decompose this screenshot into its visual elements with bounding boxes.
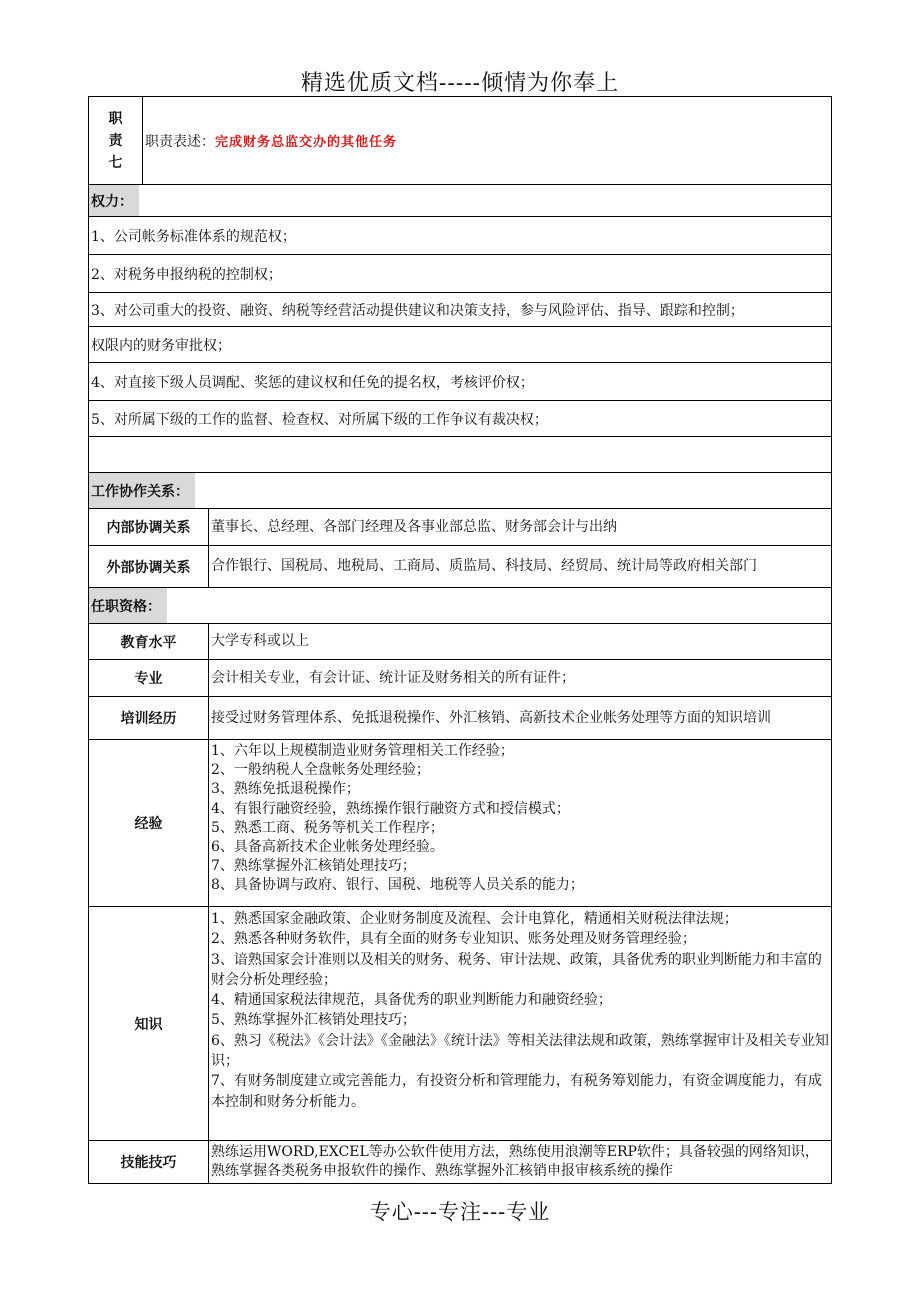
power-line-text: 2、对税务申报纳税的控制权； bbox=[91, 266, 282, 283]
duty-label-char: 责 bbox=[108, 132, 123, 149]
qualification-heading: 任职资格： bbox=[89, 588, 167, 623]
power-line bbox=[89, 327, 831, 363]
power-line-text: 权限内的财务审批权； bbox=[91, 337, 231, 354]
major-row bbox=[89, 660, 831, 697]
cooperation-heading-row bbox=[89, 473, 831, 509]
power-line bbox=[89, 255, 831, 293]
skills-value: 熟练运用WORD,EXCEL等办公软件使用方法，熟练使用浪潮等ERP软件；具备较强的网络知识，熟练掌握各类税务申报软件的操作、熟练掌握外汇核销申报审核系统的操作 bbox=[211, 1144, 819, 1179]
experience-item: 3、熟练免抵退税操作； bbox=[211, 781, 360, 798]
experience-item: 8、具备协调与政府、银行、国税、地税等人员关系的能力； bbox=[211, 877, 584, 894]
training-label: 培训经历 bbox=[89, 697, 209, 739]
power-line bbox=[89, 401, 831, 437]
experience-item: 4、有银行融资经验，熟练操作银行融资方式和授信模式； bbox=[211, 800, 570, 817]
knowledge-item: 4、精通国家税法律规范，具备优秀的职业判断能力和融资经验； bbox=[211, 992, 612, 1009]
major-value: 会计相关专业，有会计证、统计证及财务相关的所有证件； bbox=[211, 669, 575, 686]
duty-label bbox=[89, 97, 143, 184]
knowledge-row bbox=[89, 907, 831, 1141]
knowledge-label: 知识 bbox=[89, 907, 209, 1140]
training-value: 接受过财务管理体系、免抵退税操作、外汇核销、高新技术企业帐务处理等方面的知识培训 bbox=[211, 709, 771, 726]
training-row bbox=[89, 697, 831, 740]
power-empty-row bbox=[89, 437, 831, 473]
power-line-text: 4、对直接下级人员调配、奖惩的建议权和任免的提名权，考核评价权； bbox=[91, 374, 534, 391]
power-heading: 权力： bbox=[89, 185, 139, 216]
job-description-table bbox=[88, 96, 832, 1184]
experience-item: 6、具备高新技术企业帐务处理经验。 bbox=[211, 839, 444, 856]
internal-coordination-value: 董事长、总经理、各部门经理及各事业部总监、财务部会计与出纳 bbox=[211, 518, 617, 535]
knowledge-item: 7、有财务制度建立或完善能力，有投资分析和管理能力，有税务筹划能力，有资金调度能力，有成本控制和财务分析能力。 bbox=[211, 1073, 822, 1110]
power-line-text: 1、公司帐务标准体系的规范权； bbox=[91, 228, 296, 245]
experience-label: 经验 bbox=[89, 740, 209, 906]
duty-description bbox=[143, 97, 831, 184]
experience-value bbox=[209, 740, 831, 906]
education-value: 大学专科或以上 bbox=[211, 633, 309, 649]
knowledge-item: 6、熟习《税法》《会计法》《金融法》《统计法》等相关法律法规和政策，熟练掌握审计及相关专业知识； bbox=[211, 1032, 829, 1070]
duty-desc-prefix: 职责表述： bbox=[145, 133, 215, 150]
experience-item: 2、一般纳税人全盘帐务处理经验； bbox=[211, 762, 430, 779]
qualification-heading-row bbox=[89, 588, 831, 624]
duty-label-char: 职 bbox=[108, 110, 123, 127]
page-footer-title: 专心---专注---专业 bbox=[369, 1200, 551, 1224]
experience-row bbox=[89, 740, 831, 907]
external-coordination-value: 合作银行、国税局、地税局、工商局、质监局、科技局、经贸局、统计局等政府相关部门 bbox=[211, 558, 757, 574]
power-line-text: 3、对公司重大的投资、融资、纳税等经营活动提供建议和决策支持，参与风险评估、指导、跟踪和控制； bbox=[91, 302, 744, 319]
knowledge-item: 3、谙熟国家会计准则以及相关的财务、税务、审计法规、政策，具备优秀的职业判断能力和丰富的财会分析处理经验； bbox=[211, 951, 822, 988]
education-row bbox=[89, 624, 831, 660]
power-heading-row bbox=[89, 185, 831, 217]
skills-row bbox=[89, 1141, 831, 1183]
knowledge-item: 2、熟悉各种财务软件，具有全面的财务专业知识、账务处理及财务管理经验； bbox=[211, 931, 696, 948]
power-line bbox=[89, 363, 831, 401]
knowledge-item: 1、熟悉国家金融政策、企业财务制度及流程、会计电算化，精通相关财税法律法规； bbox=[211, 911, 738, 927]
power-line bbox=[89, 217, 831, 255]
page-header-title: 精选优质文档-----倾情为你奉上 bbox=[300, 71, 620, 96]
education-label: 教育水平 bbox=[89, 624, 209, 659]
experience-item: 7、熟练掌握外汇核销处理技巧； bbox=[211, 858, 416, 875]
power-line bbox=[89, 293, 831, 327]
knowledge-value bbox=[209, 907, 831, 1140]
cooperation-heading: 工作协作关系： bbox=[89, 473, 195, 508]
experience-item: 1、六年以上规模制造业财务管理相关工作经验； bbox=[211, 743, 514, 759]
skills-label: 技能技巧 bbox=[89, 1141, 209, 1183]
duty-label-char: 七 bbox=[108, 154, 123, 171]
external-coordination-label: 外部协调关系 bbox=[89, 546, 209, 587]
major-label: 专业 bbox=[89, 660, 209, 696]
duty-row bbox=[89, 97, 831, 185]
internal-coordination-label: 内部协调关系 bbox=[89, 509, 209, 545]
knowledge-item: 5、熟练掌握外汇核销处理技巧； bbox=[211, 1012, 416, 1029]
duty-desc-text: 完成财务总监交办的其他任务 bbox=[215, 135, 398, 150]
experience-item: 5、熟悉工商、税务等机关工作程序； bbox=[211, 819, 444, 836]
power-line-text: 5、对所属下级的工作的监督、检查权、对所属下级的工作争议有裁决权； bbox=[91, 411, 548, 428]
external-coordination-row bbox=[89, 546, 831, 588]
internal-coordination-row bbox=[89, 509, 831, 546]
